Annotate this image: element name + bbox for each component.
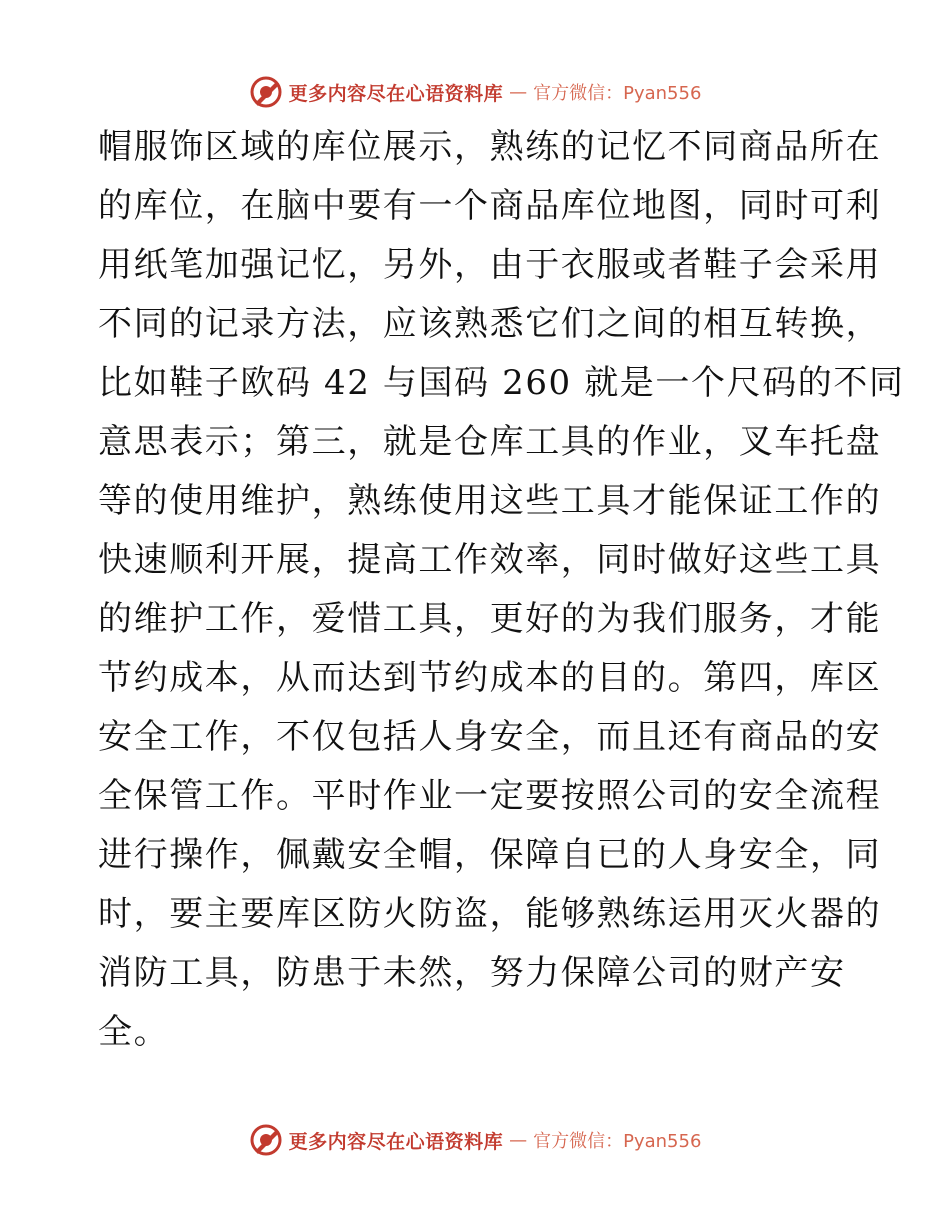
body-line: 进行操作，佩戴安全帽，保障自已的人身安全，同 <box>98 835 882 875</box>
body-line: 比如鞋子欧码 42 与国码 260 就是一个尺码的不同 <box>98 363 905 403</box>
header-brand-text: 更多内容尽在心语资料库 <box>288 82 504 105</box>
body-line: 快速顺利开展，提高工作效率，同时做好这些工具 <box>98 540 882 580</box>
body-line: 时，要主要库区防火防盗，能够熟练运用灭火器的 <box>98 894 882 934</box>
body-line: 消防工具，防患于未然，努力保障公司的财产安 <box>98 953 846 993</box>
body-line: 全。 <box>98 1012 170 1052</box>
logo-icon <box>249 75 283 109</box>
header-separator: — <box>509 81 528 103</box>
header-contact-text: 官方微信：Pyan556 <box>533 83 702 104</box>
body-line: 的维护工作，爱惜工具，更好的为我们服务，才能 <box>98 599 882 639</box>
body-line: 用纸笔加强记忆，另外，由于衣服或者鞋子会采用 <box>98 245 882 285</box>
body-line: 节约成本，从而达到节约成本的目的。第四，库区 <box>98 658 882 698</box>
footer-separator: — <box>509 1129 528 1151</box>
body-line: 全保管工作。平时作业一定要按照公司的安全流程 <box>98 776 882 816</box>
body-line: 不同的记录方法，应该熟悉它们之间的相互转换， <box>98 304 882 344</box>
footer-banner <box>0 1120 950 1160</box>
body-line: 的库位，在脑中要有一个商品库位地图，同时可利 <box>98 186 882 226</box>
body-line: 安全工作，不仅包括人身安全，而且还有商品的安 <box>98 717 882 757</box>
footer-contact-text: 官方微信：Pyan556 <box>533 1131 702 1152</box>
document-body <box>98 118 905 1062</box>
logo-icon <box>249 1123 283 1157</box>
header-banner <box>0 72 950 112</box>
footer-brand-text: 更多内容尽在心语资料库 <box>288 1130 504 1153</box>
body-line: 等的使用维护，熟练使用这些工具才能保证工作的 <box>98 481 882 521</box>
body-line: 帽服饰区域的库位展示，熟练的记忆不同商品所在 <box>98 127 882 167</box>
body-line: 意思表示；第三，就是仓库工具的作业，叉车托盘 <box>98 422 882 462</box>
